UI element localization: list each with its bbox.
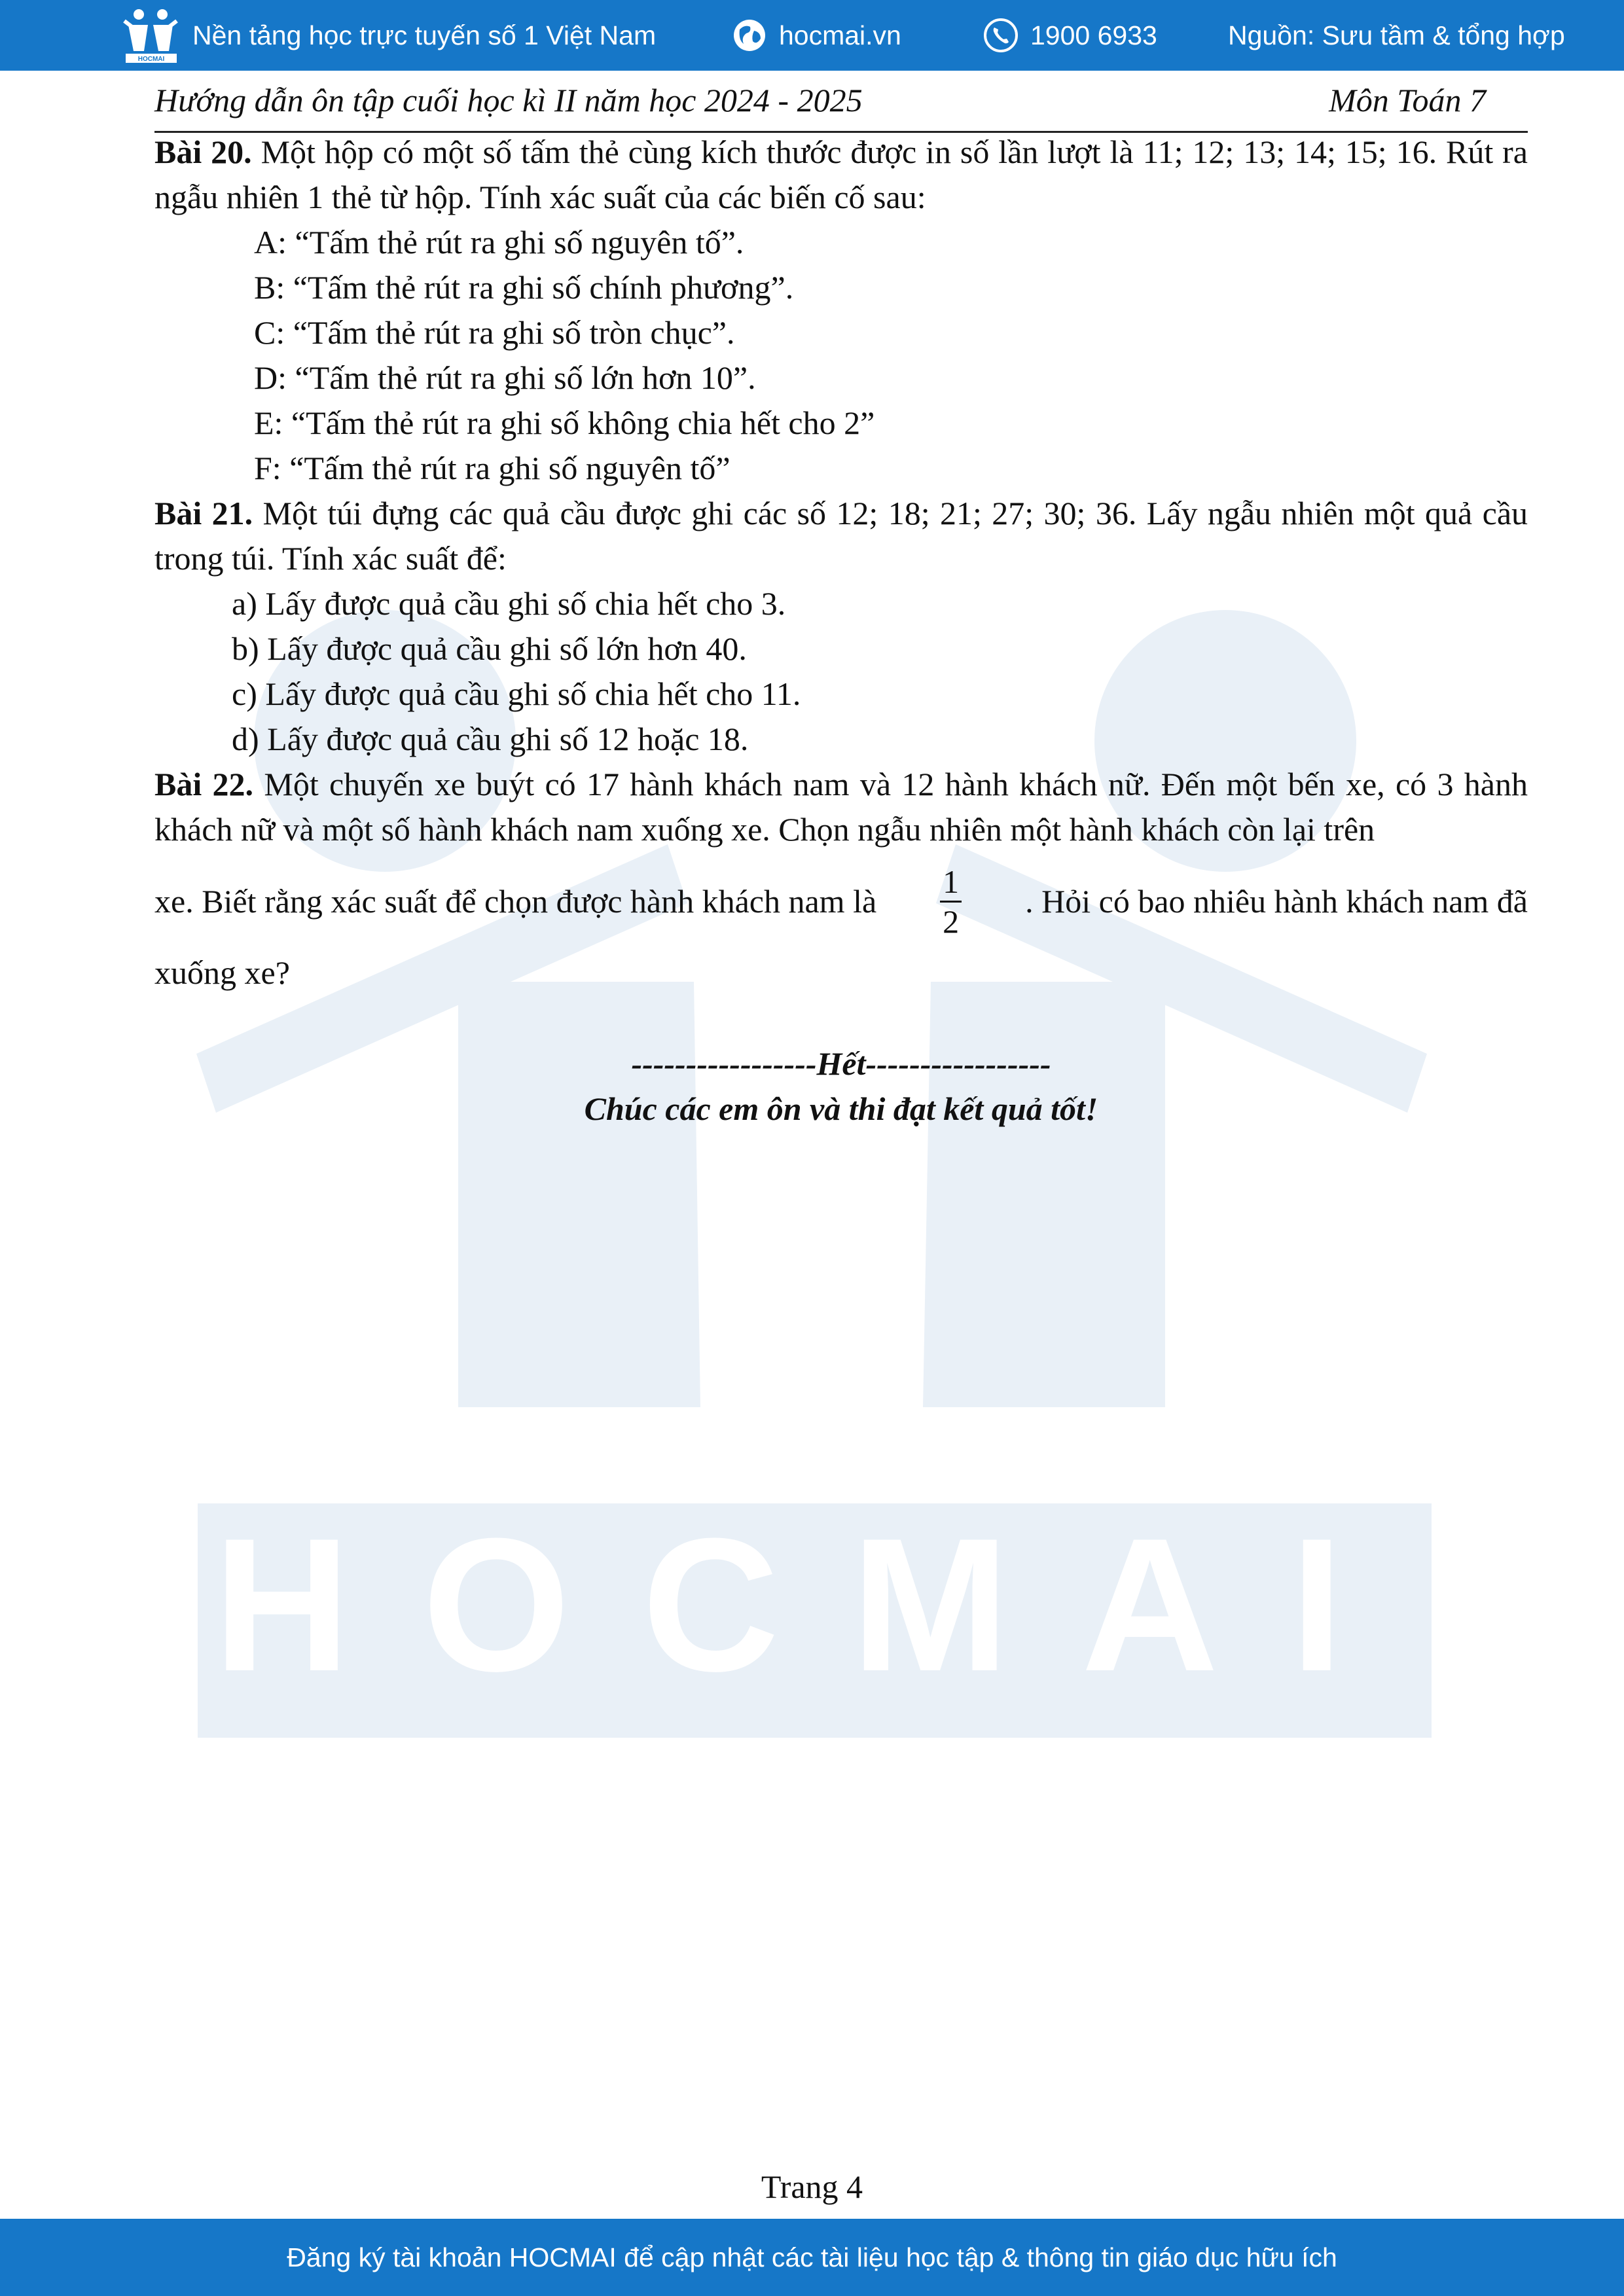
problem-20-item: E: “Tấm thẻ rút ra ghi số không chia hết cho 2”	[254, 404, 875, 441]
website-text: hocmai.vn	[779, 20, 901, 50]
problem-21	[154, 491, 1528, 581]
problem-20-item: F: “Tấm thẻ rút ra ghi số nguyên tố”	[254, 450, 731, 486]
problem-20-item: C: “Tấm thẻ rút ra ghi số tròn chục”.	[254, 314, 735, 351]
problem-21-item: c) Lấy được quả cầu ghi số chia hết cho 11.	[232, 675, 801, 712]
document-body	[154, 130, 1528, 1132]
problem-21-item: b) Lấy được quả cầu ghi số lớn hơn 40.	[232, 630, 747, 667]
fraction-denominator: 2	[943, 903, 960, 940]
problem-20	[154, 130, 1528, 220]
problem-22-text-end: xuống xe?	[154, 954, 290, 991]
problem-22-text-before: xe. Biết rằng xác suất để chọn được hành khách nam là	[154, 882, 877, 920]
problem-20-text: Một hộp có một số tấm thẻ cùng kích thước được in số lần lượt là 11; 12; 13; 14; 15; 16. Rút ra ngẫu nhiên 1 thẻ từ hộp. Tính xác suất của các biến cố sau:	[154, 134, 1528, 215]
ending	[154, 1041, 1528, 1132]
end-marker: -----------------Hết-----------------	[631, 1045, 1051, 1082]
footer-text: Đăng ký tài khoản HOCMAI để cập nhật các tài liệu học tập & thông tin giáo dục hữu ích	[287, 2242, 1337, 2272]
watermark-text: HOCMAI	[213, 1499, 1416, 1711]
tagline: Nền tảng học trực tuyến số 1 Việt Nam	[192, 20, 657, 50]
source-text: Nguồn: Sưu tầm & tổng hợp	[1228, 20, 1565, 50]
document-title: Hướng dẫn ôn tập cuối học kì II năm học 2024 - 2025	[154, 82, 863, 118]
footer-banner[interactable]	[0, 2219, 1624, 2296]
page-number: Trang 4	[761, 2168, 863, 2205]
problem-21-item: d) Lấy được quả cầu ghi số 12 hoặc 18.	[232, 721, 749, 757]
problem-22	[154, 762, 1528, 852]
running-header	[154, 76, 1528, 133]
fraction-numerator: 1	[940, 863, 962, 903]
subject-label: Môn Toán 7	[1329, 82, 1486, 118]
problem-22-label: Bài 22.	[154, 766, 254, 802]
problem-20-label: Bài 20.	[154, 134, 252, 170]
problem-20-item: D: “Tấm thẻ rút ra ghi số lớn hơn 10”.	[254, 359, 756, 396]
problem-21-text: Một túi đựng các quả cầu được ghi các số 12; 18; 21; 27; 30; 36. Lấy ngẫu nhiên một quả cầu trong túi. Tính xác suất để:	[154, 495, 1528, 577]
problem-20-item: B: “Tấm thẻ rút ra ghi số chính phương”.	[254, 269, 794, 306]
phone-text: 1900 6933	[1030, 20, 1157, 50]
problem-22-text: Một chuyến xe buýt có 17 hành khách nam và 12 hành khách nữ. Đến một bến xe, có 3 hành khách nữ và một số hành khách nam xuống xe. Chọn ngẫu nhiên một hành khách còn lại trên	[154, 766, 1528, 848]
problem-21-item: a) Lấy được quả cầu ghi số chia hết cho 3.	[232, 585, 786, 622]
problem-20-item: A: “Tấm thẻ rút ra ghi số nguyên tố”.	[254, 224, 744, 260]
problem-21-label: Bài 21.	[154, 495, 253, 531]
logo-text: HOCMAI	[137, 56, 165, 63]
fraction	[940, 863, 962, 941]
problem-22-fraction-line	[154, 852, 1528, 950]
problem-22-text-after: . Hỏi có bao nhiêu hành khách nam đã	[1025, 882, 1528, 920]
closing-wish: Chúc các em ôn và thi đạt kết quả tốt!	[584, 1090, 1098, 1127]
